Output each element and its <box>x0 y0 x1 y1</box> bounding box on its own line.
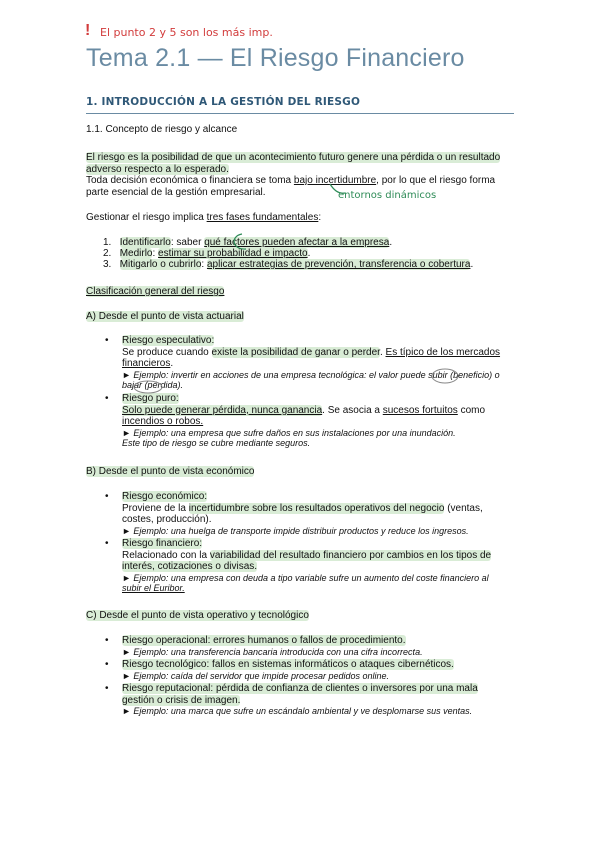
riesgo-puro: Riesgo puro: Solo puede generar pérdida, nunca ganancia. Se asocia a sucesos fortuitos como incendios o robos. ► Ejemplo: una empresa que sufre daños en sus instalaciones por una inundación. Este tipo de riesgo se cubre mediante seguros. <box>122 393 486 448</box>
intro-line-3b: bajo incertidumbre <box>293 175 377 186</box>
phase-item-2: 2. Medirlo: estimar su probabilidad e impacto. <box>103 248 311 259</box>
riesgo-reputacional: Riesgo reputacional: pérdida de confianza de clientes o inversores por una mala gestión o crisis de imagen. ► Ejemplo: una marca que sufre un escándalo ambiental y ve desplomarse sus ventas. <box>122 683 478 716</box>
bullet-dot: • <box>105 335 109 346</box>
intro-line-3a: Toda decisión económica o financiera se toma <box>86 175 294 186</box>
circle-annotation <box>234 234 246 249</box>
bullet-dot: • <box>105 683 109 694</box>
handwritten-note: El punto 2 y 5 son los más imp. <box>100 26 273 39</box>
riesgo-especulativo: Riesgo especulativo: Se produce cuando existe la posibilidad de ganar o perder. Es típico de los mercados financieros. ► Ejemplo: invertir en acciones de una empresa tecnológica: el valor puede subir (beneficio) o bajar (pérdida). <box>122 335 501 390</box>
bullet-dot: • <box>105 393 109 404</box>
section-a-heading: A) Desde el punto de vista actuarial <box>86 311 244 322</box>
riesgo-tecnologico: Riesgo tecnológico: fallos en sistemas informáticos o ataques cibernéticos. ► Ejemplo: caída del servidor que impide procesar pedidos online. <box>122 659 454 681</box>
classification-heading: Clasificación general del riesgo <box>86 286 225 297</box>
intro-line-3c: , por lo que el riesgo forma <box>376 175 496 186</box>
section-heading: 1. INTRODUCCIÓN A LA GESTIÓN DEL RIESGO <box>86 96 361 108</box>
intro-line-1: El riesgo es la posibilidad de que un acontecimiento futuro genere una pérdida o un resultado <box>86 152 501 163</box>
bullet-dot: • <box>105 538 109 549</box>
arrow-annotation <box>330 184 345 193</box>
phase-item-1: 1. Identificarlo: saber qué factores pueden afectar a la empresa. <box>103 237 393 248</box>
intro-line-4: parte esencial de la gestión empresarial. <box>86 186 266 198</box>
bullet-dot: • <box>105 659 109 670</box>
riesgo-operacional: Riesgo operacional: errores humanos o fallos de procedimiento. ► Ejemplo: una transferencia bancaria introducida con una cifra incorrecta. <box>122 635 423 657</box>
section-b-heading: B) Desde el punto de vista económico <box>86 466 255 477</box>
subsection-heading: 1.1. Concepto de riesgo y alcance <box>86 124 238 135</box>
riesgo-financiero: Riesgo financiero: Relacionado con la variabilidad del resultado financiero por cambios en los tipos de interés, cotizaciones o divisas. ► Ejemplo: una empresa con deuda a tipo variable sufre un aumento del coste financiero al subir el Euribor. <box>122 538 492 593</box>
page-title: Tema 2.1 — El Riesgo Financiero <box>86 44 465 72</box>
circle-annotation <box>432 369 458 383</box>
bullet-dot: • <box>105 491 109 502</box>
green-handwritten-note: entornos dinámicos <box>338 190 437 201</box>
phases-intro: Gestionar el riesgo implica tres fases fundamentales: <box>86 212 322 223</box>
bullet-dot: • <box>105 635 109 646</box>
phase-item-3: 3. Mitigarlo o cubrirlo: aplicar estrategias de prevención, transferencia o cobertura. <box>103 259 474 270</box>
exclamation-icon: ! <box>85 22 91 39</box>
section-c-heading: C) Desde el punto de vista operativo y tecnológico <box>86 610 309 621</box>
riesgo-economico: Riesgo económico: Proviene de la incertidumbre sobre los resultados operativos del negocio (ventas, costes, producción). ► Ejemplo: una huelga de transporte impide distribuir productos y reduce los ingresos. <box>122 491 483 536</box>
intro-line-2: adverso respecto a lo esperado. <box>86 163 229 175</box>
circle-annotation <box>134 381 162 393</box>
